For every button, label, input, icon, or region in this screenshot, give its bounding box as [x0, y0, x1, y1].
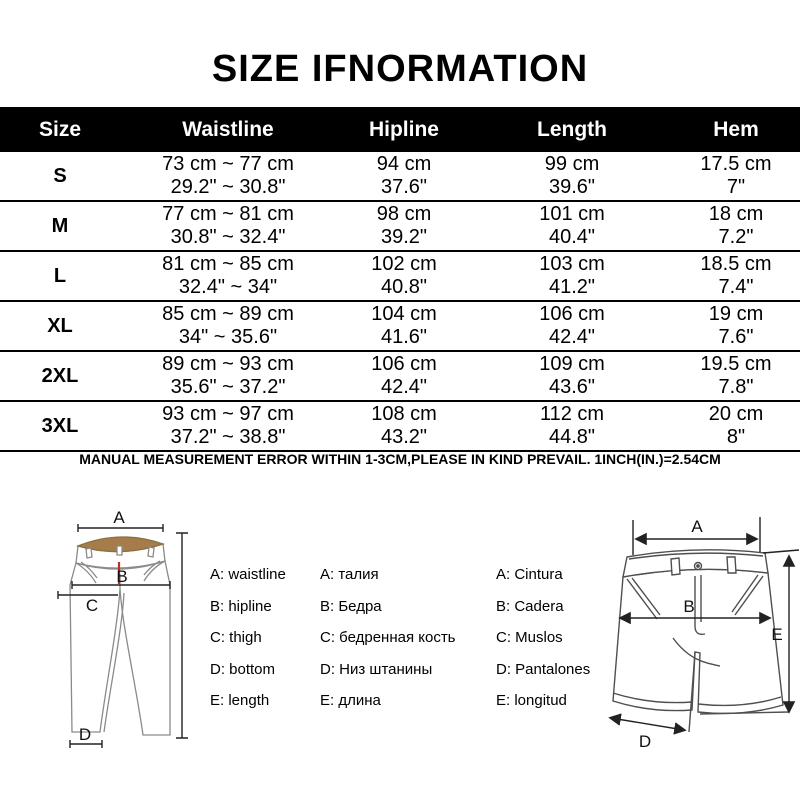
- value-cm: 109 cm: [539, 353, 605, 375]
- table-row-2xl: [0, 351, 800, 401]
- pants-diagram: [40, 500, 205, 752]
- value-cm: 101 cm: [539, 203, 605, 225]
- legend-ru-c: C: бедренная кость: [320, 629, 456, 647]
- hipline-value: [336, 152, 472, 201]
- legend-es-e: E: longitud: [496, 692, 567, 710]
- value-cm: 108 cm: [371, 403, 437, 425]
- length-value: [472, 152, 672, 201]
- shorts-label-a: A: [691, 517, 703, 536]
- legend-ru-d: D: Низ штанины: [320, 660, 433, 678]
- size-label: 3XL: [0, 401, 120, 451]
- value-cm: 73 cm ~ 77 cm: [162, 153, 294, 175]
- value-in: 29.2" ~ 30.8": [170, 176, 286, 198]
- value-in: 32.4" ~ 34": [178, 276, 278, 298]
- value-in: 39.6": [548, 176, 596, 198]
- value-cm: 106 cm: [539, 303, 605, 325]
- size-table: [0, 107, 800, 452]
- button: [697, 565, 699, 567]
- value-in: 41.2": [548, 276, 596, 298]
- value-in: 41.6": [380, 326, 428, 348]
- table-row-l: [0, 251, 800, 301]
- value-in: 40.8": [380, 276, 428, 298]
- table-row-m: [0, 201, 800, 251]
- value-cm: 18.5 cm: [700, 253, 772, 275]
- pants-label-a: A: [113, 508, 125, 527]
- legend-ru-e: E: длина: [320, 692, 381, 710]
- size-label: S: [0, 152, 120, 201]
- value-in: 35.6" ~ 37.2": [170, 376, 286, 398]
- value-cm: 17.5 cm: [700, 153, 772, 175]
- value-cm: 98 cm: [376, 203, 432, 225]
- value-cm: 103 cm: [539, 253, 605, 275]
- waistline-value: [120, 301, 336, 351]
- shorts-diagram: [605, 500, 800, 775]
- value-in: 42.4": [380, 376, 428, 398]
- value-cm: 77 cm ~ 81 cm: [162, 203, 294, 225]
- length-value: [472, 401, 672, 451]
- measurement-note: MANUAL MEASUREMENT ERROR WITHIN 1-3CM,PLEASE IN KIND PREVAIL. 1INCH(IN.)=2.54CM: [79, 451, 721, 467]
- shorts-label-e: E: [771, 625, 783, 644]
- header-hem: Hem: [672, 107, 800, 152]
- pants-label-c: C: [85, 596, 99, 615]
- hem-value: [672, 301, 800, 351]
- belt-loop: [86, 548, 92, 558]
- hipline-value: [336, 351, 472, 401]
- legend-ru-a: A: талия: [320, 566, 379, 584]
- hem-value: [672, 251, 800, 301]
- legend-ru-b: B: Бедра: [320, 597, 382, 615]
- value-in: 30.8" ~ 32.4": [170, 226, 286, 248]
- legend-en-d: D: bottom: [210, 660, 276, 678]
- guide-line: [763, 550, 799, 553]
- hipline-value: [336, 401, 472, 451]
- hipline-value: [336, 201, 472, 251]
- shorts-label-d: D: [638, 732, 652, 751]
- page-title: SIZE IFNORMATION: [211, 48, 589, 90]
- legend-en-a: A: waistline: [210, 566, 286, 584]
- value-cm: 85 cm ~ 89 cm: [162, 303, 294, 325]
- legend-en-c: C: thigh: [210, 629, 262, 647]
- legend-en-e: E: length: [210, 692, 270, 710]
- waistline-value: [120, 351, 336, 401]
- table-row-s: [0, 152, 800, 201]
- hipline-value: [336, 301, 472, 351]
- pants-label-b: B: [116, 567, 128, 586]
- value-cm: 81 cm ~ 85 cm: [162, 253, 294, 275]
- hem-value: [672, 152, 800, 201]
- shorts-outline: [613, 569, 783, 713]
- value-in: 40.4": [548, 226, 596, 248]
- value-cm: 102 cm: [371, 253, 437, 275]
- hem-value: [672, 201, 800, 251]
- value-in: 7": [726, 176, 746, 198]
- value-cm: 94 cm: [376, 153, 432, 175]
- header-waistline: Waistline: [120, 107, 336, 152]
- size-label: XL: [0, 301, 120, 351]
- length-value: [472, 351, 672, 401]
- value-in: 8": [726, 426, 746, 448]
- value-cm: 89 cm ~ 93 cm: [162, 353, 294, 375]
- value-cm: 19 cm: [708, 303, 764, 325]
- header-length: Length: [472, 107, 672, 152]
- measurement-legend: [210, 559, 630, 717]
- waistline-value: [120, 401, 336, 451]
- hipline-value: [336, 251, 472, 301]
- size-label: 2XL: [0, 351, 120, 401]
- value-cm: 18 cm: [708, 203, 764, 225]
- hem-value: [672, 401, 800, 451]
- value-in: 42.4": [548, 326, 596, 348]
- table-row-3xl: [0, 401, 800, 451]
- waistline-value: [120, 251, 336, 301]
- value-cm: 93 cm ~ 97 cm: [162, 403, 294, 425]
- value-in: 7.8": [718, 376, 754, 398]
- value-in: 37.6": [380, 176, 428, 198]
- belt-loop: [671, 558, 680, 575]
- length-value: [472, 201, 672, 251]
- belt-loop: [117, 546, 122, 555]
- value-cm: 112 cm: [539, 403, 605, 425]
- value-cm: 99 cm: [544, 153, 600, 175]
- value-in: 43.6": [548, 376, 596, 398]
- value-in: 43.2": [380, 426, 428, 448]
- measure-length-line: [176, 533, 188, 738]
- belt-loop: [148, 547, 154, 557]
- waistline-value: [120, 201, 336, 251]
- value-cm: 20 cm: [708, 403, 764, 425]
- legend-en-b: B: hipline: [210, 597, 272, 615]
- legend-es-a: A: Cintura: [496, 566, 563, 584]
- value-cm: 104 cm: [371, 303, 437, 325]
- belt-loop: [727, 557, 736, 573]
- value-cm: 106 cm: [371, 353, 437, 375]
- size-label: L: [0, 251, 120, 301]
- header-size: Size: [0, 107, 120, 152]
- legend-es-d: D: Pantalones: [496, 660, 591, 678]
- value-in: 39.2": [380, 226, 428, 248]
- pants-label-d: D: [78, 725, 92, 744]
- value-in: 7.4": [718, 276, 754, 298]
- measure-d-arrow: [611, 718, 684, 730]
- value-cm: 19.5 cm: [700, 353, 772, 375]
- size-label: M: [0, 201, 120, 251]
- legend-es-c: C: Muslos: [496, 629, 563, 647]
- length-value: [472, 301, 672, 351]
- value-in: 44.8": [548, 426, 596, 448]
- waistline-value: [120, 152, 336, 201]
- length-value: [472, 251, 672, 301]
- value-in: 37.2" ~ 38.8": [170, 426, 286, 448]
- hem-value: [672, 351, 800, 401]
- shorts-label-b: B: [683, 597, 695, 616]
- header-hipline: Hipline: [336, 107, 472, 152]
- value-in: 7.2": [718, 226, 754, 248]
- value-in: 7.6": [718, 326, 754, 348]
- legend-es-b: B: Cadera: [496, 597, 564, 615]
- value-in: 34" ~ 35.6": [178, 326, 278, 348]
- size-table-header-row: [0, 107, 800, 152]
- table-row-xl: [0, 301, 800, 351]
